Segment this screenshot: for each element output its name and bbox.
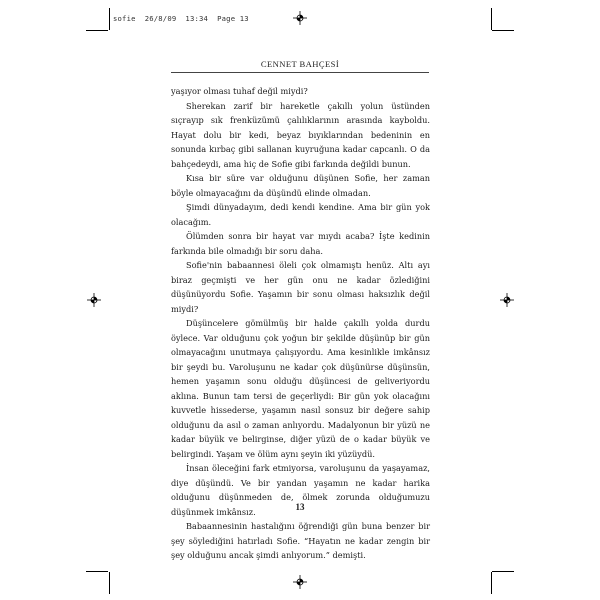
page-number: 13	[295, 502, 305, 512]
registration-mark-left-icon	[87, 293, 101, 307]
paragraph: yaşıyor olması tuhaf değil miydi?	[171, 86, 308, 96]
crop-mark-bottom-right-v	[491, 572, 492, 594]
registration-mark-bottom-icon	[293, 575, 307, 589]
crop-mark-bottom-left-h	[86, 571, 108, 572]
paragraph: İnsan öleceğini fark etmiyorsa, varoluşunu da yaşayamaz, diye düşündü. Ve bir yandan yaşamın ne kadar harika olduğunu düşünmeden de, ölmek zorunda olduğumuzu düşünmek imkânsız.	[171, 463, 430, 517]
registration-mark-right-icon	[500, 293, 514, 307]
crop-mark-top-right-v	[491, 8, 492, 30]
crop-mark-top-left-v	[109, 8, 110, 30]
paragraph: Düşüncelere gömülmüş bir halde çakıllı yolda durdu öylece. Var olduğunu çok yoğun bir şekilde düşünüp bir gün olmayacağını unutmaya çalışıyordu. Ama kesinlikle imkânsız bir şeydi bu. Varoluşunu ne kadar çok düşünürse düşünsün, hemen yaşamın sonu olduğu düşüncesi de geliveriyordu aklına. Bunun tam tersi de geçerliydi: Bir gün yok olacağını kuvvetle hissederse, yaşamın nasıl sonsuz bir değere sahip olduğunu da asıl o zaman anlıyordu. Madalyonun bir yüzü ne kadar büyük ve belirginse, diğer yüzü de o kadar büyük ve belirgindi. Yaşam ve ölüm aynı şeyin iki yüzüydü.	[171, 318, 430, 459]
registration-mark-top-icon	[293, 11, 307, 25]
crop-mark-bottom-left-v	[109, 572, 110, 594]
paragraph: Sofie'nin babaannesi öleli çok olmamıştı henüz. Altı ayı biraz geçmişti ve her gün onu ne kadar özlediğini düşünüyordu Sofie. Yaşamın bir sonu olması haksızlık değil miydi?	[171, 260, 430, 314]
paragraph: Kısa bir süre var olduğunu düşünen Sofie, her zaman böyle olmayacağını da düşündü elinde olmadan.	[171, 173, 430, 198]
crop-mark-top-right-h	[492, 30, 514, 31]
paragraph: Sherekan zarif bir hareketle çakıllı yolun üstünden sıçrayıp sık frenküzümü çalılıklarının arasında kayboldu. Hayat dolu bir kedi, beyaz bıyıklarından bedeninin en sonunda kırbaç gibi sallanan kuyruğuna kadar capcanlı. O da bahçedeydi, ama hiç de Sofie gibi farkında değildi bunun.	[171, 100, 430, 169]
crop-mark-bottom-right-h	[492, 571, 514, 572]
running-head: CENNET BAHÇESİ	[260, 59, 340, 69]
paragraph: Babaannesinin hastalığını öğrendiği gün buna benzer bir şey söylediğini hatırladı Sofie. “Hayatın ne kadar zengin bir şey olduğunu ancak şimdi anlıyorum.” demişti.	[171, 521, 430, 560]
paragraph: Ölümden sonra bir hayat var mıydı acaba? İşte kedinin farkında bile olmadığı bir soru daha.	[171, 231, 430, 256]
paragraph: Şimdi dünyadayım, dedi kendi kendine. Ama bir gün yok olacağım.	[171, 202, 430, 227]
body-text	[171, 84, 430, 563]
slug-line: sofie 26/8/09 13:34 Page 13	[113, 14, 249, 23]
crop-mark-top-left-h	[86, 30, 108, 31]
header-rule	[171, 72, 429, 73]
